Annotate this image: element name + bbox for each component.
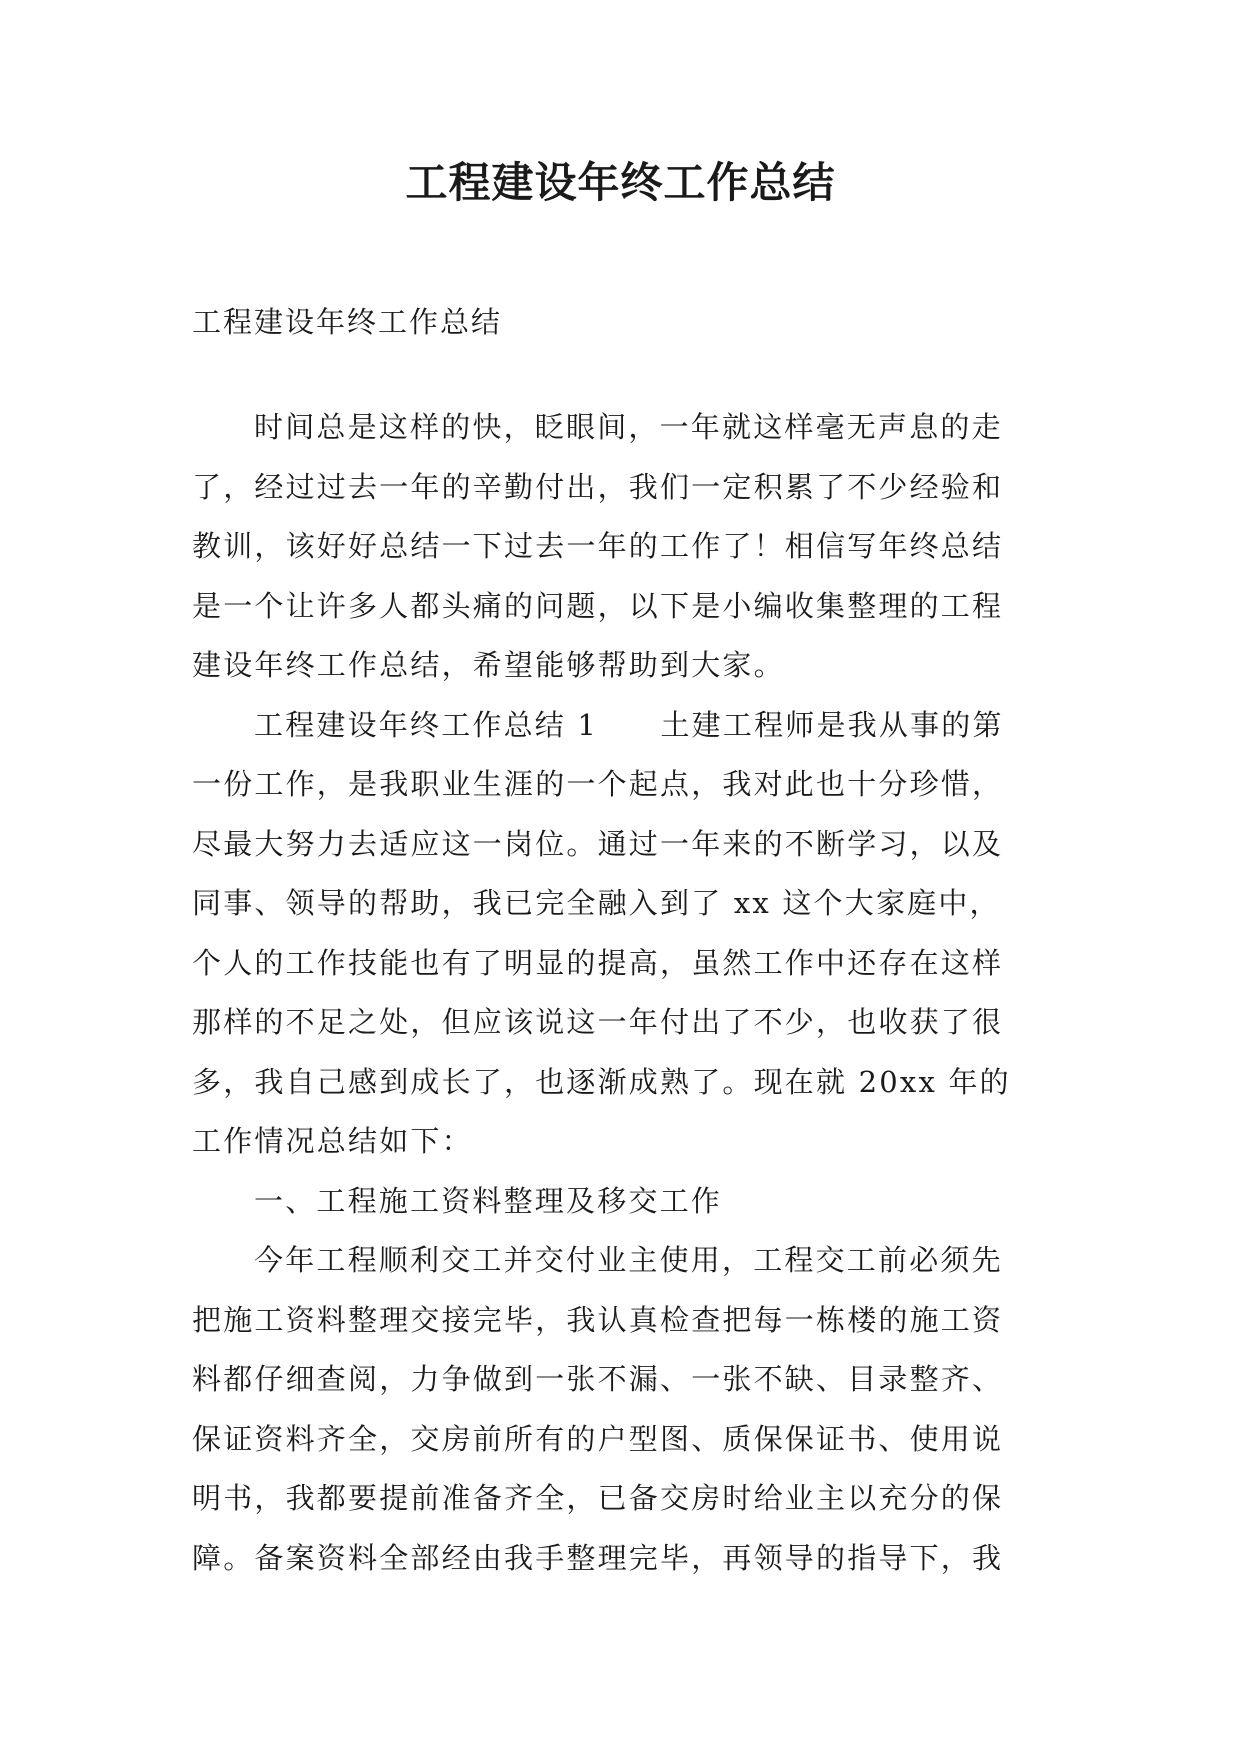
- text-line: 今年工程顺利交工并交付业主使用，工程交工前必须先: [254, 1243, 1003, 1277]
- text-line: 明书，我都要提前准备齐全，已备交房时给业主以充分的保: [192, 1481, 1004, 1515]
- text-line: 教训，该好好总结一下过去一年的工作了！相信写年终总结: [192, 529, 1004, 563]
- text-line: 尽最大努力去适应这一岗位。通过一年来的不断学习，以及: [192, 826, 1004, 861]
- document-subtitle: 工程建设年终工作总结: [192, 305, 503, 339]
- text-line: 工程建设年终工作总结 1 土建工程师是我从事的第: [254, 707, 1004, 742]
- document-title: 工程建设年终工作总结: [405, 158, 836, 207]
- paragraph-lines: [192, 398, 1072, 1588]
- text-line: 料都仔细查阅，力争做到一张不漏、一张不缺、目录整齐、: [192, 1362, 1004, 1396]
- text-line: 一份工作，是我职业生涯的一个起点，我对此也十分珍惜，: [192, 767, 1004, 801]
- text-line: 了，经过过去一年的辛勤付出，我们一定积累了不少经验和: [192, 469, 1004, 504]
- text-line: 把施工资料整理交接完毕，我认真检查把每一栋楼的施工资: [192, 1302, 1004, 1337]
- text-line: 时间总是这样的快，眨眼间，一年就这样毫无声息的走: [254, 410, 1003, 444]
- text-line: 建设年终工作总结，希望能够帮助到大家。: [192, 648, 785, 682]
- text-line: 同事、领导的帮助，我已完全融入到了 xx 这个大家庭中，: [192, 886, 1001, 920]
- text-line: 那样的不足之处，但应该说这一年付出了不少，也收获了很: [192, 1005, 1004, 1039]
- text-line: 障。备案资料全部经由我手整理完毕，再领导的指导下，我: [192, 1540, 1004, 1575]
- document-body: [192, 292, 1072, 1588]
- text-line: 一、工程施工资料整理及移交工作: [254, 1183, 723, 1218]
- text-line: 保证资料齐全，交房前所有的户型图、质保保证书、使用说: [192, 1421, 1004, 1456]
- text-line: 个人的工作技能也有了明显的提高，虽然工作中还存在这样: [192, 945, 1004, 980]
- text-line: 多，我自己感到成长了，也逐渐成熟了。现在就 20xx 年的: [192, 1064, 1011, 1099]
- text-line: 是一个让许多人都头痛的问题，以下是小编收集整理的工程: [192, 588, 1004, 623]
- text-line: 工作情况总结如下：: [192, 1124, 473, 1158]
